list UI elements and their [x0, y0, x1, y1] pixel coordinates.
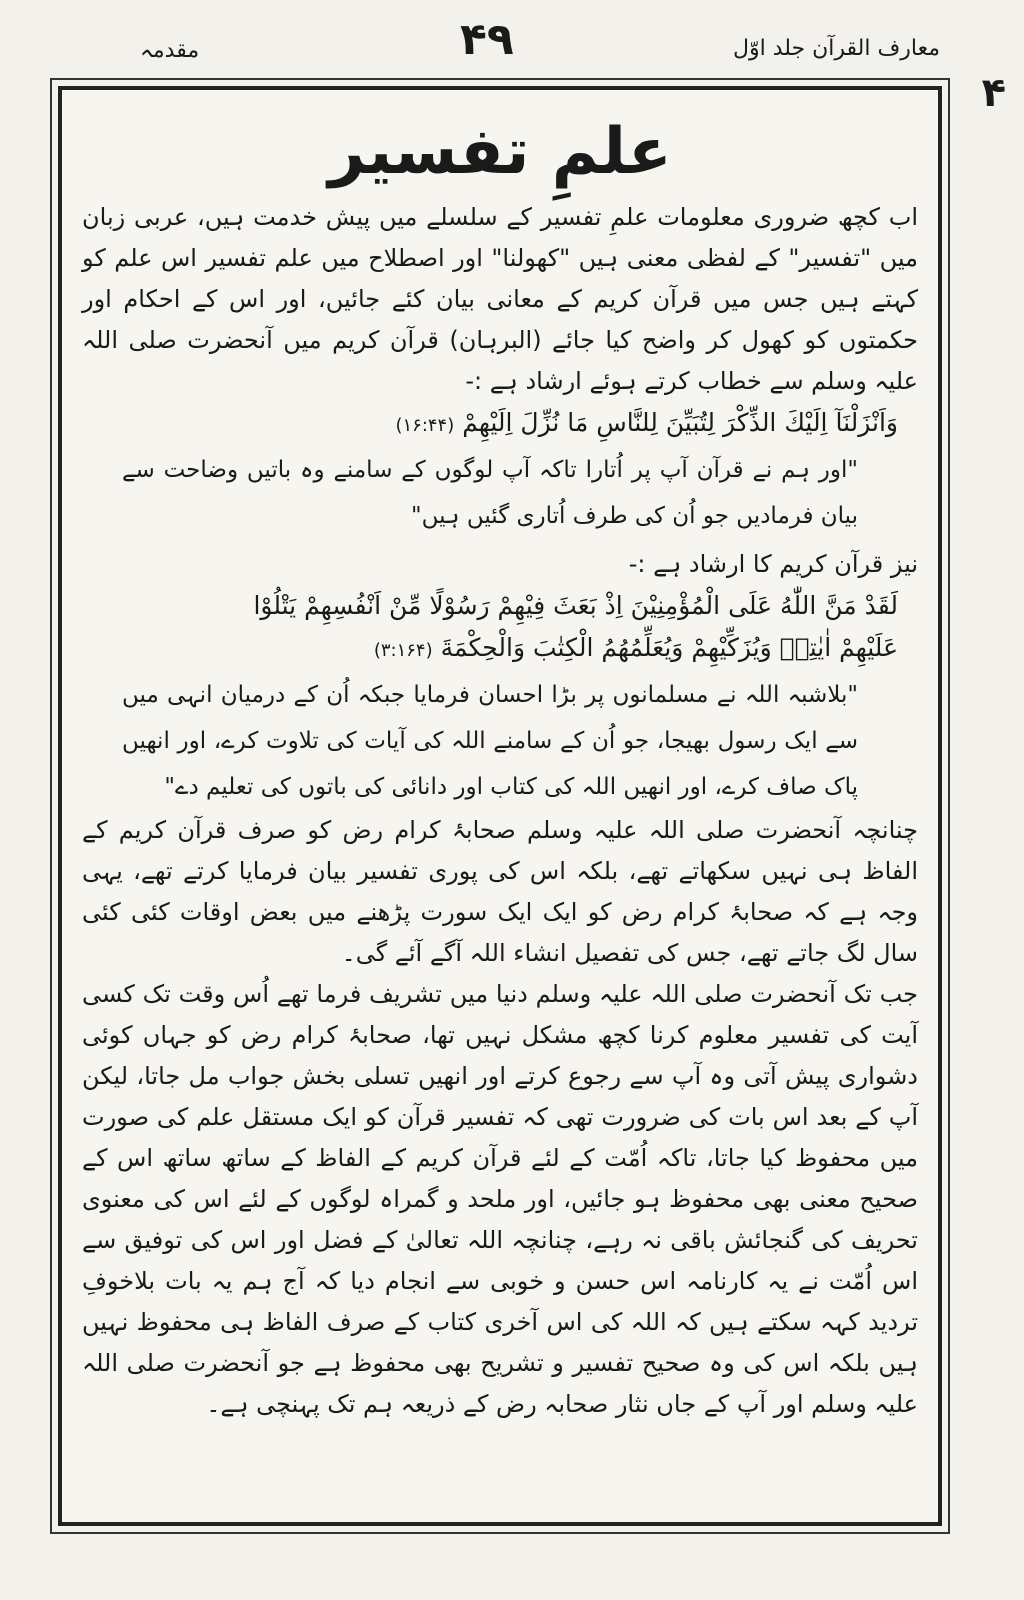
- section-label: مقدمہ: [140, 38, 200, 63]
- verse-1-text: وَاَنْزَلْنَآ اِلَيْكَ الذِّكْرَ لِتُبَيِّنَ لِلنَّاسِ مَا نُزِّلَ اِلَيْهِمْ: [462, 407, 898, 437]
- page-header: [40, 14, 940, 74]
- intro-2: نیز قرآن کریم کا ارشاد ہے :-: [628, 549, 918, 578]
- book-title: معارف القرآن جلد اوّل: [732, 36, 940, 61]
- chapter-title: علمِ تفسیر: [328, 115, 672, 189]
- verse-1-ref: (۱۶:۴۴): [395, 414, 455, 436]
- translation-2: "بلاشبہ اللہ نے مسلمانوں پر بڑا احسان فرمایا جبکہ اُن کے درمیان انہی میں سے ایک رسول بھیجا، جو اُن کے سامنے اللہ کی آیات کی تلاوت کرے، اور انھیں پاک صاف کرے، اور انھیں اللہ کی کتاب اور دانائی کی باتوں کی تعلیم دے": [122, 681, 858, 800]
- paragraph-2: چنانچہ آنحضرت صلی اللہ علیہ وسلم صحابۂ کرام رض کو صرف قرآن کریم کے الفاظ ہی نہیں سکھاتے تھے، بلکہ اس کی پوری تفسیر بیان فرمایا کرتے تھے، یہی وجہ ہے کہ صحابۂ کرام رض کو ایک ایک سورت پڑھنے میں بعض اوقات کئی کئی سال لگ جاتے تھے، جس کی تفصیل انشاء اللہ آگے آئے گی۔: [82, 815, 918, 967]
- verse-2-ref: (۳:۱۶۴): [373, 639, 433, 661]
- verse-2-text: عَلَيْهِمْ اٰيٰتِهٖ وَيُزَكِّيْهِمْ وَيُعَلِّمُهُمُ الْكِتٰبَ وَالْحِكْمَةَ: [440, 632, 898, 662]
- quran-verse-1: [102, 402, 898, 447]
- intro-paragraph: اب کچھ ضروری معلومات علمِ تفسیر کے سلسلے میں پیش خدمت ہیں، عربی زبان میں "تفسیر" کے لفظی معنی ہیں "کھولنا" اور اصطلاح میں علم تفسیر اس علم کو کہتے ہیں جس میں قرآن کریم کے معانی بیان کئے جائیں، اور اس کے احکام اور حکمتوں کو کھول کر واضح کیا جائے (البرہان) قرآن کریم میں آنحضرت صلی اللہ علیہ وسلم سے خطاب کرتے ہوئے ارشاد ہے :-: [82, 202, 918, 395]
- page-content: [82, 108, 918, 1504]
- paragraph-3: جب تک آنحضرت صلی اللہ علیہ وسلم دنیا میں تشریف فرما تھے اُس وقت تک کسی آیت کی تفسیر معلوم کرنا کچھ مشکل نہیں تھا، صحابۂ کرام رض کو جہاں کوئی دشواری پیش آتی وہ آپ سے رجوع کرتے اور انھیں تسلی بخش جواب مل جاتا، لیکن آپ کے بعد اس بات کی ضرورت تھی کہ تفسیر قرآن کو ایک مستقل علم کی صورت میں محفوظ کیا جاتا، تاکہ اُمّت کے لئے قرآن کریم کے الفاظ کے ساتھ ساتھ اس کے صحیح معنی بھی محفوظ ہو جائیں، اور ملحد و گمراہ لوگوں کے لئے اس کی معنوی تحریف کی گنجائش باقی نہ رہے، چنانچہ اللہ تعالیٰ کے فضل اور اس کی توفیق سے اس اُمّت نے یہ کارنامہ اس حسن و خوبی سے انجام دیا کہ آج ہم یہ بات بلاخوفِ تردید کہہ سکتے ہیں کہ اللہ کی اس آخری کتاب کے صرف الفاظ ہی محفوظ نہیں ہیں بلکہ اس کی وہ صحیح تفسیر و تشریح بھی محفوظ ہے جو آنحضرت صلی اللہ علیہ وسلم اور آپ کے جاں نثار صحابہ رض کے ذریعہ ہم تک پہنچی ہے۔: [82, 979, 919, 1418]
- translation-1: "اور ہم نے قرآن آپ پر اُتارا تاکہ آپ لوگوں کے سامنے وہ باتیں وضاحت سے بیان فرمادیں جو اُن کی طرف اُتاری گئیں ہیں": [122, 456, 858, 529]
- margin-mark: ۴: [981, 70, 1006, 116]
- quran-verse-2-line-1: لَقَدْ مَنَّ اللّٰهُ عَلَى الْمُؤْمِنِيْنَ اِذْ بَعَثَ فِيْهِمْ رَسُوْلًا مِّنْ اَنْفُسِهِمْ يَتْلُوْا: [253, 590, 898, 620]
- quran-verse-2-line-2: [102, 627, 898, 672]
- page-frame: [58, 86, 942, 1526]
- page-number: ۴۹: [460, 14, 514, 65]
